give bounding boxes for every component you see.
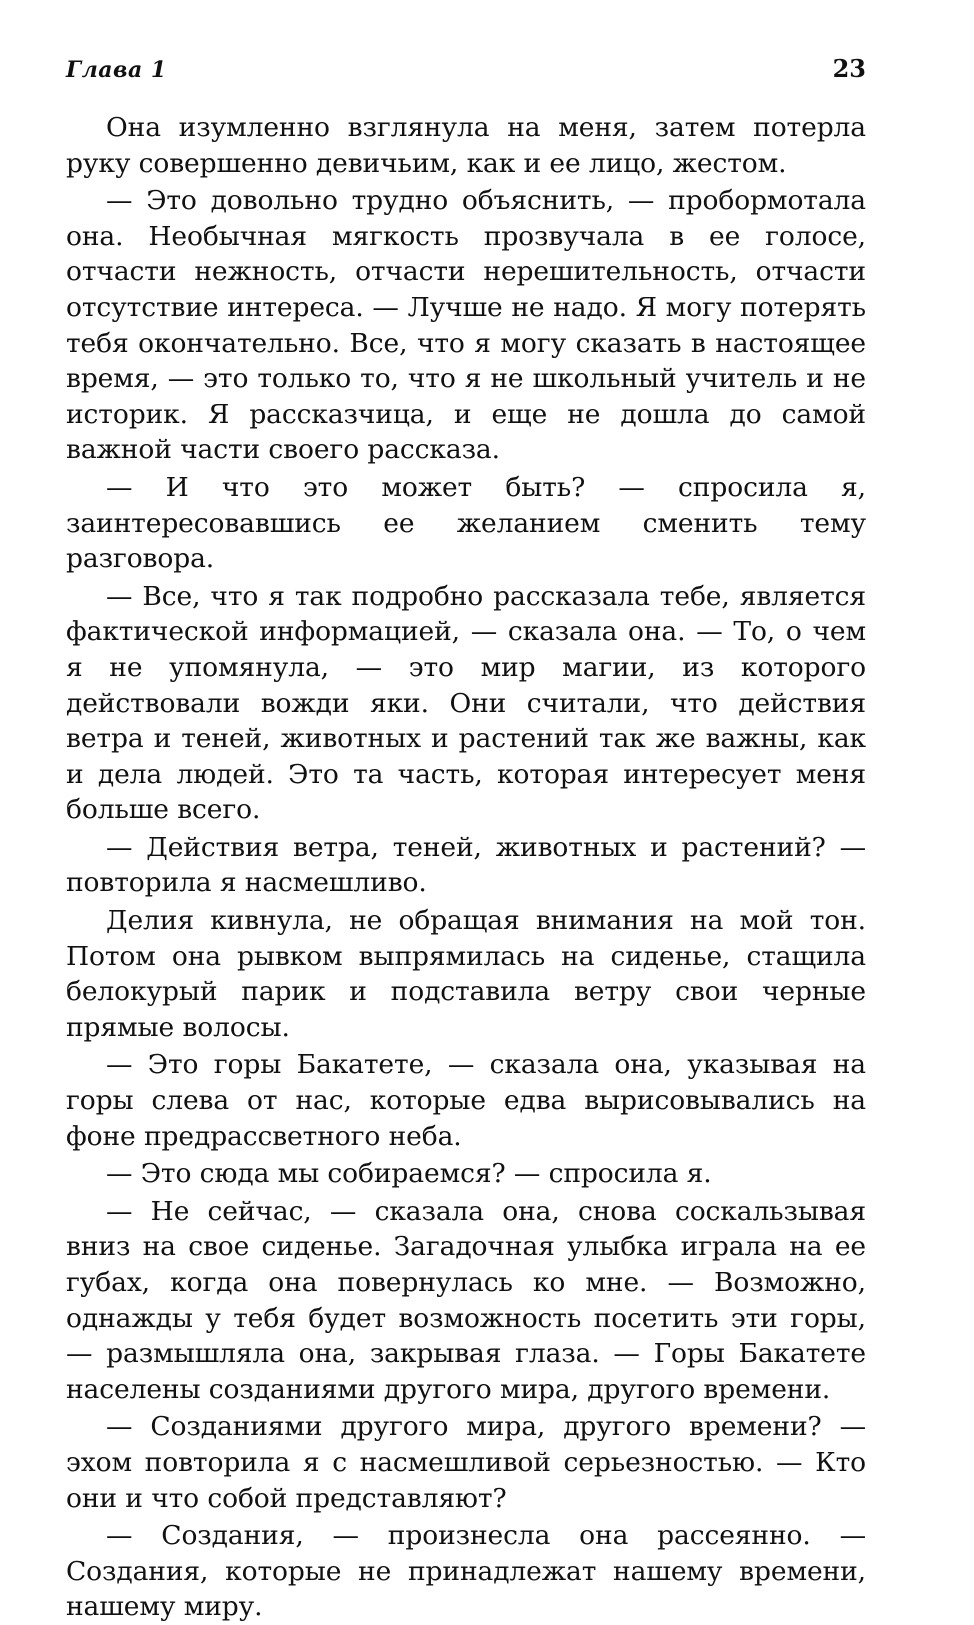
- paragraph: — Действия ветра, теней, животных и растений? — повторила я насмешливо.: [66, 831, 866, 899]
- running-head: [66, 54, 866, 94]
- chapter-label: Глава 1: [66, 57, 167, 83]
- paragraph: — И что это может быть? — спросила я, заинтересовавшись ее желанием сменить тему разговора.: [66, 471, 866, 575]
- paragraph: Делия кивнула, не обращая внимания на мой тон. Потом она рывком выпрямилась на сиденье, стащила белокурый парик и подставила ветру свои черные прямые волосы.: [66, 905, 866, 1043]
- page-number: 23: [832, 54, 866, 83]
- paragraph: — Все, что я так подробно рассказала тебе, является фактической информацией, — сказала она. — То, о чем я не упомянула, — это мир магии, из которого действовали вожди яки. Они считали, что действия ветра и теней, животных и растений так же важны, как и дела людей. Это та часть, которая интересует меня больше всего.: [66, 580, 866, 826]
- paragraph: — Созданиями другого мира, другого времени? — эхом повторила я с насмешливой серьезностью. — Кто они и что собой представляют?: [66, 1411, 866, 1514]
- paragraph: — Это горы Бакатете, — сказала она, указывая на горы слева от нас, которые едва вырисовывались на фоне предрассветного неба.: [66, 1049, 866, 1152]
- body-text: [66, 110, 866, 1625]
- paragraph: — Не сейчас, — сказала она, снова соскальзывая вниз на свое сиденье. Загадочная улыбка играла на ее губах, когда она повернулась ко мне. — Возможно, однажды у тебя будет возможность посетить эти горы, — размышляла она, закрывая глаза. — Горы Бакатете населены созданиями другого мира, другого времени.: [66, 1195, 866, 1405]
- paragraph: Она изумленно взглянула на меня, затем потерла руку совершенно девичьим, как и ее лицо, жестом.: [66, 112, 866, 179]
- paragraph: — Это сюда мы собираемся? — спросила я.: [106, 1158, 712, 1190]
- paragraph: — Это довольно трудно объяснить, — пробормотала она. Необычная мягкость прозвучала в ее голосе, отчасти нежность, отчасти нерешительность, отчасти отсутствие интереса. — Лучше не надо. Я могу потерять тебя окончательно. Все, что я могу сказать в настоящее время, — это только то, что я не школьный учитель и не историк. Я рассказчица, и еще не дошла до самой важной части своего рассказа.: [66, 185, 866, 466]
- paragraph: — Создания, — произнесла она рассеянно. — Создания, которые не принадлежат нашему времени, нашему миру.: [66, 1520, 866, 1623]
- book-page: [66, 54, 866, 1625]
